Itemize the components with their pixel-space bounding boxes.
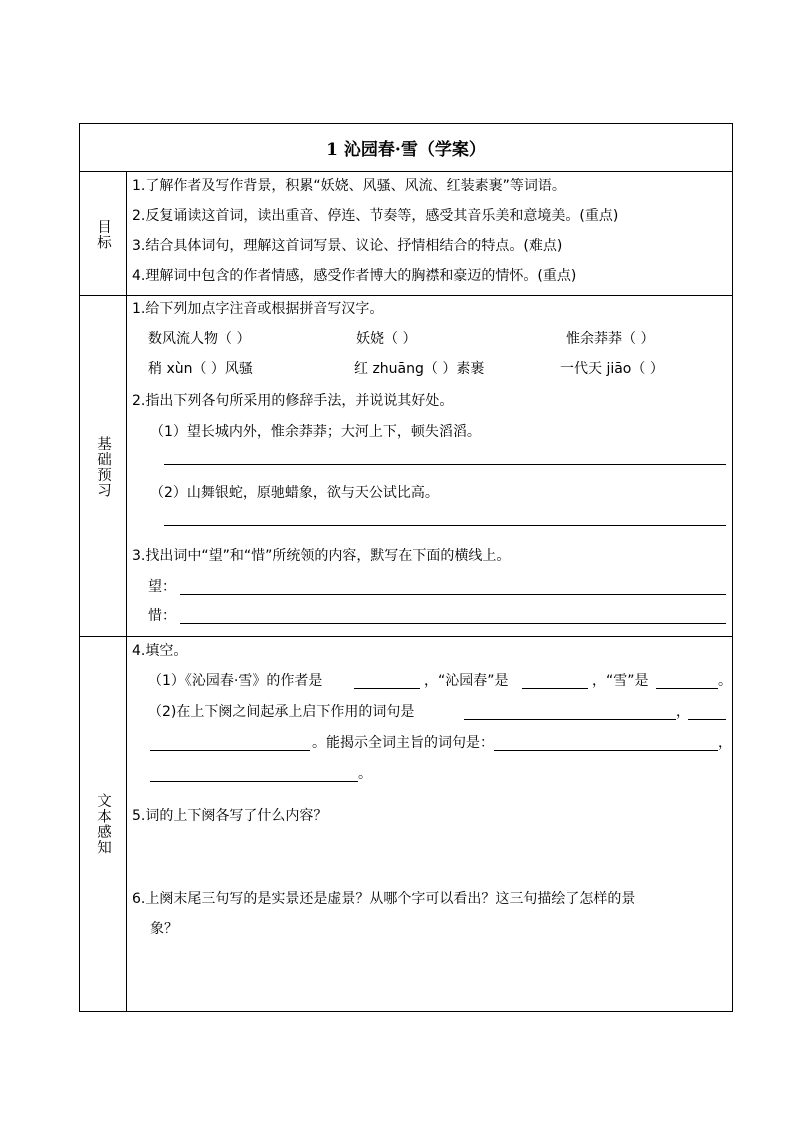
transition-blank-3[interactable] bbox=[150, 750, 310, 751]
title-row bbox=[80, 124, 732, 171]
question-4: 4.填空。 bbox=[132, 643, 188, 659]
question-4-2-part: 。能揭示全词主旨的词句是： bbox=[312, 735, 494, 751]
preview-label-cell bbox=[80, 296, 127, 637]
pinyin-item: 惟余莽莽（ ） bbox=[566, 331, 655, 347]
answer-line[interactable] bbox=[164, 525, 726, 526]
question-6-continued: 象？ bbox=[150, 921, 178, 937]
xi-answer-line[interactable] bbox=[180, 623, 726, 624]
preview-content bbox=[126, 296, 732, 637]
question-1: 1.给下列加点字注音或根据拼音写汉字。 bbox=[132, 301, 384, 317]
xi-label: 惜： bbox=[148, 608, 176, 624]
preview-row bbox=[80, 295, 732, 637]
goals-label-cell bbox=[80, 172, 127, 296]
question-2-2: （2）山舞银蛇，原驰蜡象，欲与天公试比高。 bbox=[150, 485, 439, 501]
author-blank[interactable] bbox=[354, 688, 420, 689]
goals-row bbox=[80, 171, 732, 296]
perception-label: 文本感知 bbox=[95, 793, 111, 855]
goal-item: 4.理解词中包含的作者情感，感受作者博大的胸襟和豪迈的情怀。(重点) bbox=[132, 268, 577, 284]
question-4-1-part: ，“沁园春”是 bbox=[424, 673, 509, 689]
question-4-2-part: 。 bbox=[358, 766, 372, 782]
question-5: 5.词的上下阕各写了什么内容？ bbox=[132, 808, 328, 824]
question-4-2-part: ， bbox=[676, 704, 690, 720]
question-4-1-part: （1）《沁园春·雪》的作者是 bbox=[148, 673, 323, 689]
pinyin-item: 红 zhuāng（ ）素裹 bbox=[354, 361, 485, 377]
pinyin-item: 数风流人物（ ） bbox=[148, 331, 251, 347]
goals-content bbox=[126, 172, 732, 296]
pinyin-item: 一代天 jiāo（ ） bbox=[560, 361, 664, 377]
theme-blank-2[interactable] bbox=[150, 781, 358, 782]
question-4-1-part: ，“雪”是 bbox=[592, 673, 649, 689]
preview-label: 基础预习 bbox=[95, 435, 111, 498]
title-blank[interactable] bbox=[656, 688, 718, 689]
perception-row bbox=[80, 636, 732, 1011]
question-2-1: （1）望长城内外，惟余莽莽；大河上下，顿失滔滔。 bbox=[150, 424, 481, 440]
pinyin-item: 稍 xùn（ ）风骚 bbox=[148, 361, 253, 377]
question-4-2-part: （2)在上下阕之间起承上启下作用的词句是 bbox=[148, 704, 415, 720]
theme-blank-1[interactable] bbox=[494, 750, 718, 751]
wang-label: 望： bbox=[148, 579, 176, 595]
transition-blank-1[interactable] bbox=[464, 719, 676, 720]
question-4-1-part: 。 bbox=[718, 673, 732, 689]
question-4-2-part: ， bbox=[718, 735, 732, 751]
goal-item: 2.反复诵读这首词，读出重音、停连、节奏等，感受其音乐美和意境美。(重点) bbox=[132, 208, 619, 224]
page-title: 1 沁园春·雪（学案） bbox=[326, 140, 486, 160]
transition-blank-2[interactable] bbox=[688, 719, 726, 720]
perception-label-cell bbox=[80, 637, 127, 1011]
goal-item: 3.结合具体词句，理解这首词写景、议论、抒情相结合的特点。(难点) bbox=[132, 238, 563, 254]
worksheet-table bbox=[79, 123, 733, 1012]
wang-answer-line[interactable] bbox=[180, 594, 726, 595]
cipai-blank[interactable] bbox=[522, 688, 588, 689]
pinyin-item: 妖娆（ ） bbox=[356, 331, 417, 347]
perception-content bbox=[126, 637, 732, 1011]
goals-label: 目标 bbox=[95, 218, 111, 250]
question-6: 6.上阕末尾三句写的是实景还是虚景？从哪个字可以看出？这三句描绘了怎样的景 bbox=[132, 891, 636, 907]
question-2: 2.指出下列各句所采用的修辞手法，并说说其好处。 bbox=[132, 393, 454, 409]
question-3: 3.找出词中“望”和“惜”所统领的内容，默写在下面的横线上。 bbox=[132, 548, 511, 564]
answer-line[interactable] bbox=[164, 464, 726, 465]
goal-item: 1.了解作者及写作背景，积累“妖娆、风骚、风流、红装素裹”等词语。 bbox=[132, 178, 566, 194]
